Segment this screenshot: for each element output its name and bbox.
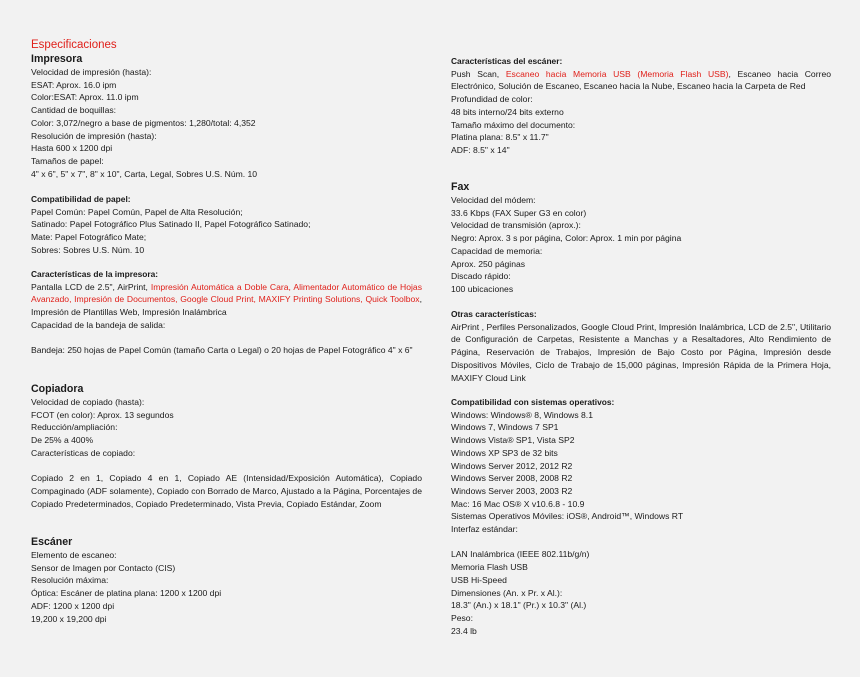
printer-heading: Impresora [31, 53, 83, 65]
spec-line: Interfaz estándar: [451, 524, 518, 535]
spec-line: Windows: Windows® 8, Windows 8.1 [451, 409, 593, 420]
spec-line: Sobres: Sobres U.S. Núm. 10 [31, 244, 145, 255]
features-text-end: , Impresión de Plantillas Web, Impresión Inalámbrica [31, 294, 422, 318]
other-section [451, 308, 831, 384]
paper-section [31, 193, 422, 257]
spec-line: LAN Inalámbrica (IEEE 802.11b/g/n) [451, 549, 590, 560]
scan-text-highlight: Escaneo hacia Memoria USB (Memoria Flash USB) [505, 68, 729, 79]
features-text-start: Pantalla LCD de 2.5", AirPrint, [31, 281, 151, 292]
printer-lines [31, 66, 422, 180]
spec-line: Hasta 600 x 1200 dpi [31, 143, 113, 154]
spec-line: Características de copiado: [31, 447, 136, 458]
spec-line: Resolución de impresión (hasta): [31, 130, 157, 141]
scan-text-start: Push Scan, [451, 68, 506, 79]
copier-features-text: Copiado 2 en 1, Copiado 4 en 1, Copiado AE (Intensidad/Exposición Automática), Copiado Compaginado (ADF solamente), Copiado con Borrado de Marco, Ajustado a la Página, Porcentajes de Copiado Predeterminados, Copiado Predeterminado, Vista Previa, Copiado Estándar, Zoom [31, 473, 422, 509]
scanner-features-text [451, 68, 831, 93]
other-text: AirPrint , Perfiles Personalizados, Google Cloud Print, Impresión Inalámbrica, LCD de 2.5", Utilitario de Configuración de Carpetas, Resistente a Manchas y a Resaltadores, Alto Rendimiento de Página, Reservación de Trabajos, Impresión de Bajo Costo por Página, Impresión desde Dispositivos Móviles, Ciclo de Trabajo de 15,000 páginas, Impresión Rápida de la Primera Hoja, MAXIFY Cloud Link [451, 321, 831, 383]
spec-line: De 25% a 400% [31, 435, 94, 446]
scanner-heading: Escáner [31, 536, 73, 548]
spec-line: Windows Vista® SP1, Vista SP2 [451, 435, 575, 446]
spec-line: Dimensiones (An. x Pr. x Al.): [451, 587, 563, 598]
paper-heading: Compatibilidad de papel: [31, 194, 131, 204]
spec-line: Negro: Aprox. 3 s por página, Color: Aprox. 1 min por página [451, 233, 682, 244]
spec-line: Windows Server 2003, 2003 R2 [451, 485, 573, 496]
os-heading: Compatibilidad con sistemas operativos: [451, 397, 615, 407]
spec-line: Tamaños de papel: [31, 155, 104, 166]
fax-heading: Fax [451, 181, 470, 193]
spec-line: Windows 7, Windows 7 SP1 [451, 422, 559, 433]
spec-line: Memoria Flash USB [451, 562, 528, 573]
fax-section [451, 181, 831, 296]
spec-line: Mac: 16 Mac OS® X v10.6.8 - 10.9 [451, 498, 585, 509]
copier-heading: Copiadora [31, 383, 84, 395]
spec-line: Elemento de escaneo: [31, 550, 117, 560]
spec-line: 33.6 Kbps (FAX Super G3 en color) [451, 207, 587, 218]
spec-line: Capacidad de la bandeja de salida: [31, 319, 166, 330]
spec-line: Óptica: Escáner de platina plana: 1200 x 1200 dpi [31, 588, 222, 599]
spec-line: Discado rápido: [451, 271, 511, 282]
os-section [451, 396, 831, 637]
spec-line: Windows XP SP3 de 32 bits [451, 447, 558, 458]
scanner-features-section [451, 55, 831, 157]
spec-line: Capacidad de memoria: [451, 245, 543, 256]
printer-features-section [31, 268, 422, 357]
spec-line: Mate: Papel Fotográfico Mate; [31, 232, 147, 243]
scanner-section [31, 536, 422, 625]
spec-line: FCOT (en color): Aprox. 13 segundos [31, 409, 174, 420]
spec-line: Color:ESAT: Aprox. 11.0 ipm [31, 92, 139, 103]
spec-line: Color: 3,072/negro a base de pigmentos: 1,280/total: 4,352 [31, 117, 256, 128]
spec-line: Platina plana: 8.5" x 11.7" [451, 132, 549, 143]
spec-line: USB Hi-Speed [451, 574, 507, 585]
spec-line: Resolución máxima: [31, 575, 109, 586]
spec-line: Satinado: Papel Fotográfico Plus Satinado II, Papel Fotográfico Satinado; [31, 219, 311, 230]
spec-line: Peso: [451, 612, 473, 623]
spec-line: Velocidad de impresión (hasta): [31, 67, 152, 77]
page-title: Especificaciones [31, 39, 117, 51]
printer-section [31, 53, 422, 180]
spec-line: Sistemas Operativos Móviles: iOS®, Android™, Windows RT [451, 511, 684, 522]
spec-line: 4" x 6", 5" x 7", 8" x 10", Carta, Legal, Sobres U.S. Núm. 10 [31, 168, 258, 179]
spec-line: Velocidad de transmisión (aprox.): [451, 220, 581, 231]
spec-line: 18.3" (An.) x 18.1" (Pr.) x 10.3" (Al.) [451, 600, 587, 611]
spec-line: Aprox. 250 páginas [451, 258, 526, 269]
spec-line: 23.4 lb [451, 625, 477, 636]
spec-line: Velocidad del módem: [451, 195, 536, 205]
spec-line: ADF: 1200 x 1200 dpi [31, 600, 115, 611]
spec-line: 48 bits interno/24 bits externo [451, 106, 564, 117]
other-heading: Otras características: [451, 309, 537, 319]
copier-section [31, 383, 422, 510]
spec-line: ADF: 8.5" x 14" [451, 144, 510, 155]
spec-line: Windows Server 2008, 2008 R2 [451, 473, 573, 484]
spec-line: Profundidad de color: [451, 94, 533, 105]
spec-line: ESAT: Aprox. 16.0 ipm [31, 79, 117, 90]
printer-features-text [31, 281, 422, 319]
printer-features-heading: Características de la impresora: [31, 269, 159, 279]
spec-line: Reducción/ampliación: [31, 422, 118, 433]
spec-line: Cantidad de boquillas: [31, 105, 117, 116]
tray-text: Bandeja: 250 hojas de Papel Común (tamaño Carta o Legal) o 20 hojas de Papel Fotográfico 4" x 6" [31, 345, 413, 356]
scanner-features-heading: Características del escáner: [451, 56, 563, 66]
spec-line: Velocidad de copiado (hasta): [31, 397, 145, 407]
spec-line: Tamaño máximo del documento: [451, 119, 576, 130]
spec-line: Windows Server 2012, 2012 R2 [451, 460, 573, 471]
spec-line: 100 ubicaciones [451, 283, 514, 294]
spec-line: Papel Común: Papel Común, Papel de Alta Resolución; [31, 206, 243, 217]
scan-text-end: , Escaneo hacia Correo Electrónico, Solución de Escaneo, Escaneo hacia la Nube, Escaneo hacia la Carpeta de Red [451, 68, 831, 92]
features-text-highlight: Impresión Automática a Doble Cara, Alimentador Automático de Hojas Avanzado, Impresión de Documentos, Google Cloud Print, MAXIFY Printing Solutions, Quick Toolbox [31, 281, 422, 305]
spec-line: Sensor de Imagen por Contacto (CIS) [31, 562, 176, 573]
spec-line: 19,200 x 19,200 dpi [31, 613, 107, 624]
